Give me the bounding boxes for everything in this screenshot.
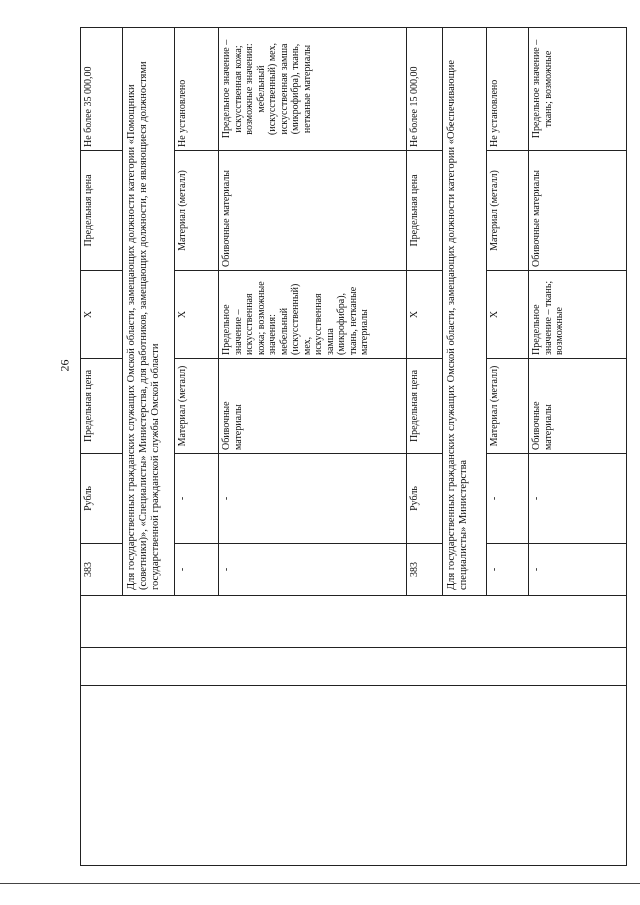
left-empty-cell: [81, 596, 627, 648]
table-cell: Материал (металл): [487, 151, 529, 271]
table-area: [80, 28, 626, 866]
table-cell: 383: [81, 544, 123, 596]
table-row: [81, 28, 123, 866]
table-cell: Материал (металл): [175, 359, 219, 454]
table-cell: Предельная цена: [81, 151, 123, 271]
table-cell: -: [529, 454, 627, 544]
table-cell: 383: [407, 544, 443, 596]
table-cell: Материал (металл): [175, 151, 219, 271]
table-cell: -: [487, 454, 529, 544]
table-cell: -: [175, 544, 219, 596]
table-cell: X: [81, 271, 123, 359]
table-cell: Предельное значение – искусственная кожа; возможные значения: мебельный (искусственный) мех, искусственная замша (микрофибра), ткань, нетканые материалы: [219, 28, 407, 151]
table-cell: -: [219, 544, 407, 596]
table-cell: Предельная цена: [407, 359, 443, 454]
table-cell: Рубль: [407, 454, 443, 544]
page-bottom-rule: [0, 883, 640, 884]
table-cell: -: [487, 544, 529, 596]
table-cell: Обивочные материалы: [529, 151, 627, 271]
requirements-table: [80, 27, 627, 866]
table-cell: Обивочные материалы: [219, 151, 407, 271]
table-cell: X: [175, 271, 219, 359]
table-cell: -: [529, 544, 627, 596]
table-cell: -: [175, 454, 219, 544]
page-number: 26: [57, 359, 72, 372]
left-empty-cell: [81, 648, 627, 686]
table-cell: Не установлено: [175, 28, 219, 151]
table-cell: Не установлено: [487, 28, 529, 151]
table-cell: Не более 15 000,00: [407, 28, 443, 151]
table-cell: -: [219, 454, 407, 544]
table-cell: Материал (металл): [487, 359, 529, 454]
table-cell: Предельная цена: [81, 359, 123, 454]
rotated-table-container: [80, 28, 626, 866]
table-cell: Предельное значение – ткань; возможные: [529, 28, 627, 151]
table-cell: Обивочные материалы: [219, 359, 407, 454]
table-cell: Предельная цена: [407, 151, 443, 271]
left-empty-cell: [81, 686, 627, 866]
table-cell: Предельное значение – ткань; возможные: [529, 271, 627, 359]
table-cell: Обивочные материалы: [529, 359, 627, 454]
table-cell: Рубль: [81, 454, 123, 544]
table-cell: X: [407, 271, 443, 359]
table-cell: Не более 35 000,00: [81, 28, 123, 151]
section-heading: Для государственных гражданских служащих Омской области, замещающих должности категории «Обеспечивающие специалисты» Министерства: [443, 28, 487, 596]
table-cell: X: [487, 271, 529, 359]
section-heading: Для государственных гражданских служащих Омской области, замещающих должности категории «Помощники (советники)», «Специалисты» Министерства, для работников, замещающих должности, не являющиеся должностями государственной гражданской службы Омской области: [123, 28, 175, 596]
table-cell: Предельное значение – искусственная кожа; возможные значения: мебельный (искусственный) мех, искусственная замша (микрофибра), ткань, нетканые материалы: [219, 271, 407, 359]
